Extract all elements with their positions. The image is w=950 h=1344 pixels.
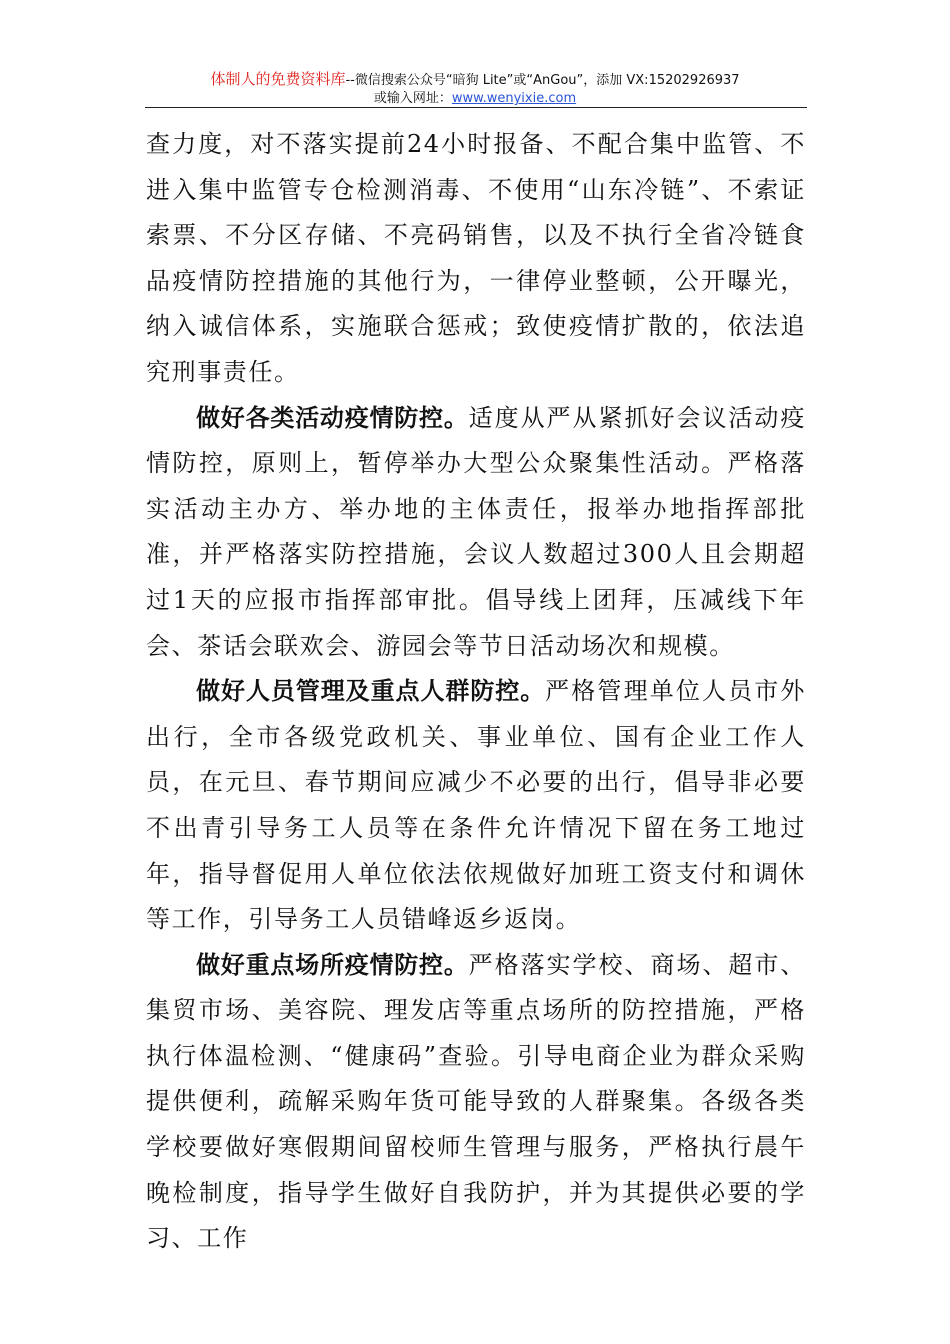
paragraph-2-heading: 做好各类活动疫情防控。: [196, 403, 469, 432]
page-header: [145, 70, 805, 108]
paragraph-1-text: 查力度，对不落实提前24小时报备、不配合集中监管、不进入集中监管专仓检测消毒、不使用“山东冷链”、不索证索票、不分区存储、不亮码销售，以及不执行全省冷链食品疫情防控措施的其他行为，一律停业整顿，公开曝光，纳入诚信体系，实施联合惩戒；致使疫情扩散的，依法追究刑事责任。: [146, 130, 806, 386]
paragraph-4-heading: 做好重点场所疫情防控。: [196, 950, 469, 979]
document-body: [146, 122, 806, 1262]
header-line-1: [145, 70, 805, 90]
paragraph-3-heading: 做好人员管理及重点人群防控。: [196, 677, 546, 706]
paragraph-3-text: 严格管理单位人员市外出行，全市各级党政机关、事业单位、国有企业工作人员，在元旦、春节期间应减少不必要的出行，倡导非必要不出青引导务工人员等在条件允许情况下留在务工地过年，指导督促用人单位依法依规做好加班工资支付和调休等工作，引导务工人员错峰返乡返岗。: [146, 677, 807, 934]
header-divider: [145, 107, 807, 108]
header-info: --微信搜索公众号“暗狗 Lite”或“AnGou”，添加 VX:15202926937: [345, 73, 740, 88]
website-link[interactable]: www.wenyixie.com: [451, 91, 577, 106]
paragraph-3: [146, 669, 806, 943]
brand-title: 体制人的免费资料库: [210, 70, 346, 88]
paragraph-4-text: 严格落实学校、商场、超市、集贸市场、美容院、理发店等重点场所的防控措施，严格执行体温检测、“健康码”查验。引导电商企业为群众采购提供便利，疏解采购年货可能导致的人群聚集。各级各类学校要做好寒假期间留校师生管理与服务，严格执行晨午晚检制度，指导学生做好自我防护，并为其提供必要的学习、工作: [146, 950, 806, 1253]
header-line-2: [145, 90, 805, 108]
url-prefix: 或输入网址：: [373, 91, 452, 106]
paragraph-2: [146, 396, 806, 670]
paragraph-4: [146, 943, 806, 1262]
paragraph-2-text: 适度从严从紧抓好会议活动疫情防控，原则上，暂停举办大型公众聚集性活动。严格落实活动主办方、举办地的主体责任，报举办地指挥部批准，并严格落实防控措施，会议人数超过300人且会期超过1天的应报市指挥部审批。倡导线上团拜，压减线下年会、茶话会联欢会、游园会等节日活动场次和规模。: [146, 403, 806, 660]
paragraph-1: [146, 122, 806, 396]
